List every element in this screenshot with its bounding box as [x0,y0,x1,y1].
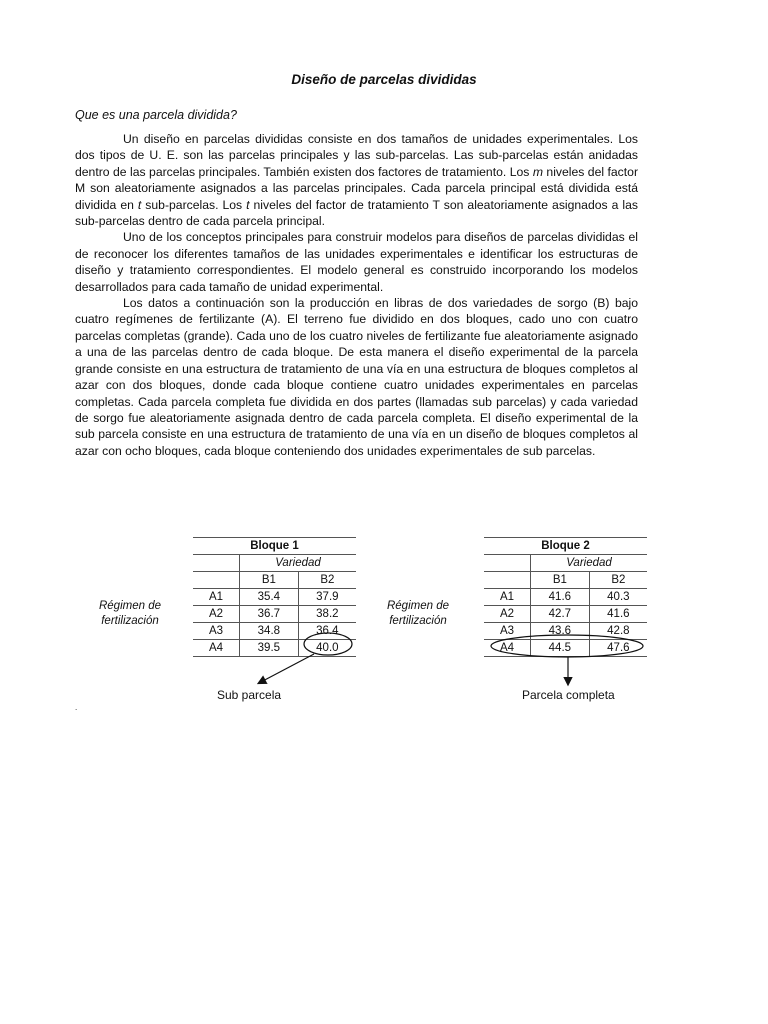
col-header-b2: B2 [589,572,647,589]
cell-value: 43.6 [531,623,590,640]
paragraph-1-part-a: Un diseño en parcelas divididas consiste en dos tamaños de unidades experimentales. Los dos tipos de U. E. son las parcelas principales y las sub-parcelas. Las sub-parcelas están anidadas dentro de las parcelas principales. También existen dos factores de tratamiento. Los [75,132,638,179]
blank-cell [484,555,531,572]
stray-mark: . [75,703,78,712]
var-t: t [137,197,142,212]
regimen-label-line-2: fertilización [389,615,447,627]
table-row [193,606,356,623]
var-m: m [532,164,543,179]
row-label: A3 [484,623,531,640]
row-label: A2 [193,606,240,623]
cell-value: 35.4 [240,589,299,606]
block-1-table [193,537,356,657]
table-row [193,623,356,640]
paragraph-1-part-c: sub-parcelas. Los [141,197,247,212]
cell-value: 44.5 [531,640,590,657]
regimen-label-line-1: Régimen de [386,600,449,612]
cell-value: 36.4 [298,623,356,640]
cell-value: 47.6 [589,640,647,657]
cell-value: 41.6 [589,606,647,623]
row-label: A4 [193,640,240,657]
paragraph-1 [75,131,638,229]
col-header-b1: B1 [240,572,299,589]
variedad-header: Variedad [240,555,357,572]
cell-value: 34.8 [240,623,299,640]
table-row [484,589,647,606]
regimen-label-line-2: fertilización [101,615,159,627]
paragraph-1-part-b: niveles del factor M son aleatoriamente asignados a las parcelas principales. Cada parcela principal está dividida está dividida en [75,164,638,212]
cell-value: 42.7 [531,606,590,623]
row-label: A3 [193,623,240,640]
blank-cell [193,572,240,589]
section-question: Que es una parcela dividida? [75,108,237,122]
cell-value: 41.6 [531,589,590,606]
col-header-b1: B1 [531,572,590,589]
row-label: A2 [484,606,531,623]
paragraph-3: Los datos a continuación son la producción en libras de dos variedades de sorgo (B) bajo cuatro regímenes de fertilizante (A). El terreno fue dividido en dos bloques, cado uno con cuatro parcelas completas (grande). Cada uno de los cuatro niveles de fertilizante fue aleatoriamente asignado a una de las parcelas dentro de cada bloque. De esta manera el diseño experimental de la parcela grande consiste en una estructura de tratamiento de una vía en una estructura de bloques completos al azar con dos bloques, donde cada bloque contiene cuatro unidades experimentales en parcelas completas. Cada parcela completa fue dividida en dos partes (llamadas sub parcelas) y cada variedad de sorgo fue aleatoriamente asignada dentro de cada parcela completa. El diseño experimental de la sub parcela consiste en una estructura de tratamiento de una vía en un diseño de bloques completos al azar con ocho bloques, cada bloque conteniendo dos unidades experimentales de sub parcelas. [75,296,638,458]
block-1-title: Bloque 1 [193,538,356,555]
row-label: A1 [193,589,240,606]
row-label: A1 [484,589,531,606]
regimen-label-block-1 [88,599,172,629]
cell-value: 40.3 [589,589,647,606]
regimen-label-block-2 [376,599,460,629]
variedad-header: Variedad [531,555,648,572]
paragraph-1-part-d: niveles del factor de tratamiento T son aleatoriamente asignados a las sub-parcelas dentro de cada parcela principal. [75,197,638,229]
block-2-table [484,537,647,657]
row-label: A4 [484,640,531,657]
cell-value: 36.7 [240,606,299,623]
table-row [484,606,647,623]
page-title: Diseño de parcelas divididas [291,72,477,87]
cell-value: 39.5 [240,640,299,657]
paragraph-2: Uno de los conceptos principales para construir modelos para diseños de parcelas divididas el de reconocer los diferentes tamaños de las unidades experimentales e identificar los estructuras de diseño y tratamiento correspondientes. El modelo general es construido incorporando los modelos desarrollados para cada tamaño de unidad experimental. [75,230,638,294]
cell-value: 42.8 [589,623,647,640]
regimen-label-line-1: Régimen de [98,600,161,612]
block-2-title: Bloque 2 [484,538,647,555]
table-row [193,640,356,657]
col-header-b2: B2 [298,572,356,589]
sub-parcela-label: Sub parcela [217,688,282,702]
cell-value: 37.9 [298,589,356,606]
parcela-completa-label: Parcela completa [522,688,615,702]
table-row [484,640,647,657]
body-text [75,131,638,459]
var-t: t [246,197,250,212]
cell-value: 40.0 [298,640,356,657]
table-row [193,589,356,606]
cell-value: 38.2 [298,606,356,623]
sub-parcela-arrow [259,654,314,683]
blank-cell [484,572,531,589]
table-row [484,623,647,640]
blank-cell [193,555,240,572]
